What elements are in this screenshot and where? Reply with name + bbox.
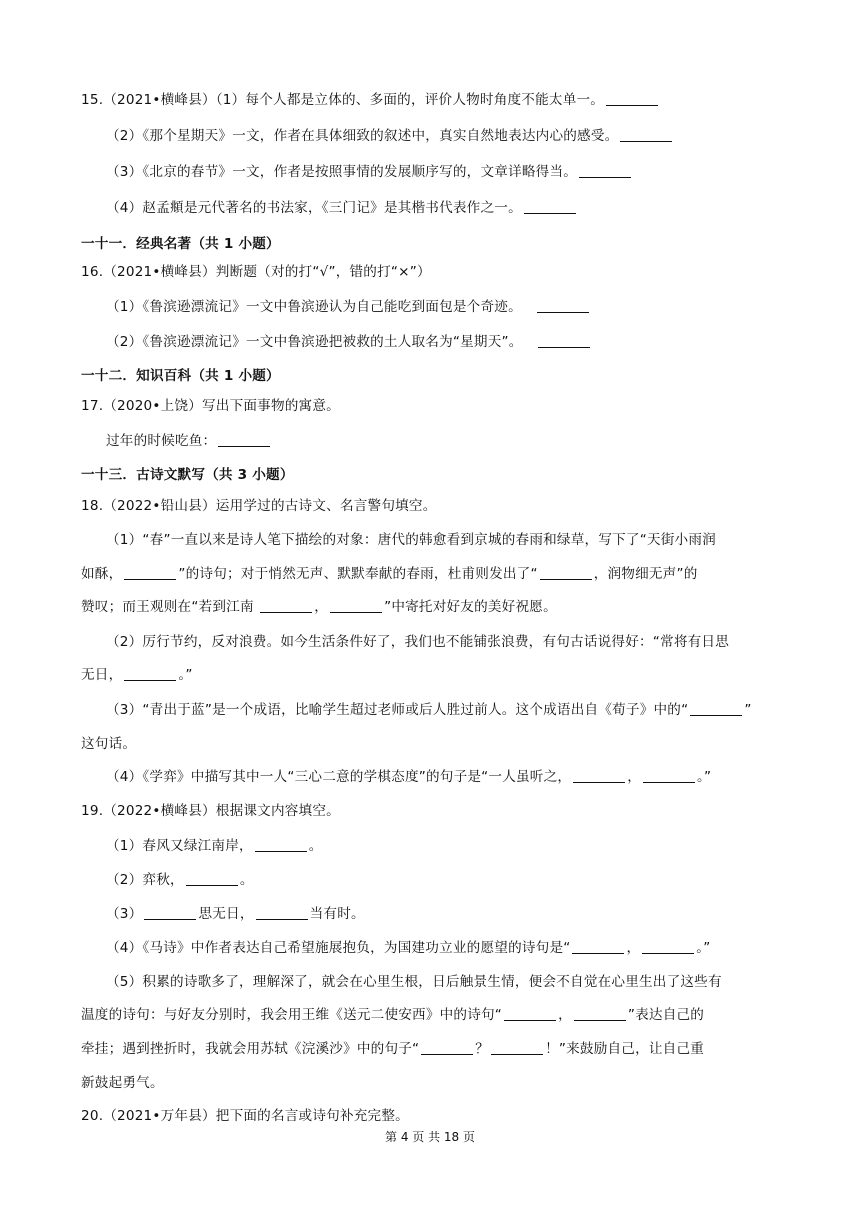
page-number: 第 4 页 共 18 页	[385, 1130, 475, 1144]
q20-stem: 20.（2021•万年县）把下面的名言或诗句补充完整。	[81, 1108, 409, 1124]
q19-item-5-line1: （5）积累的诗歌多了，理解深了，就会在心里生根，日后触景生情，便会不自觉在心里生出了这些有	[106, 974, 722, 990]
answer-blank[interactable]	[606, 91, 658, 106]
answer-blank[interactable]	[218, 432, 270, 447]
answer-blank[interactable]	[643, 768, 695, 783]
answer-blank[interactable]	[330, 598, 382, 613]
answer-blank[interactable]	[504, 1006, 556, 1021]
q15-item-3: （3）《北京的春节》一文，作者是按照事情的发展顺序写的，文章详略得当。	[106, 162, 633, 182]
answer-blank[interactable]	[579, 163, 631, 178]
answer-blank[interactable]	[642, 939, 694, 954]
q16-item-1: （1）《鲁滨逊漂流记》一文中鲁滨逊认为自己能吃到面包是个奇迹。	[106, 297, 591, 317]
section-title-classics: 一十一．经典名著（共 1 小题）	[81, 236, 280, 252]
q18-stem: 18.（2022•铅山县）运用学过的古诗文、名言警句填空。	[81, 498, 437, 514]
q18-p2-line1: （2）厉行节约，反对浪费。如今生活条件好了，我们也不能铺张浪费，有句古话说得好：“常将有日思	[106, 634, 730, 650]
answer-blank[interactable]	[690, 701, 742, 716]
q16-item-2: （2）《鲁滨逊漂流记》一文中鲁滨逊把被救的土人取名为“星期天”。	[106, 332, 592, 352]
answer-blank[interactable]	[573, 768, 625, 783]
answer-blank[interactable]	[537, 298, 589, 313]
q18-p1-line3: 赞叹；而王观则在“若到江南 ， ”中寄托对好友的美好祝愿。	[81, 599, 557, 615]
q19-item-5-line2: 温度的诗句：与好友分别时，我会用王维《送元二使安西》中的诗句“ ， ”表达自己的	[81, 1007, 705, 1023]
answer-blank[interactable]	[620, 127, 672, 142]
answer-blank[interactable]	[491, 1040, 543, 1055]
q15-item-4: （4）赵孟頫是元代著名的书法家，《三门记》是其楷书代表作之一。	[106, 198, 578, 218]
answer-blank[interactable]	[540, 565, 592, 580]
answer-blank[interactable]	[124, 565, 176, 580]
q16-stem: 16.（2021•横峰县）判断题（对的打“√”，错的打“×”）	[81, 264, 431, 280]
q18-p3-line1: （3）“青出于蓝”是一个成语，比喻学生超过老师或后人胜过前人。这个成语出自《荀子》中的“ ”	[106, 702, 752, 718]
q17-item-1: 过年的时候吃鱼：	[106, 431, 272, 451]
answer-blank[interactable]	[186, 871, 238, 886]
q15-item-2: （2）《那个星期天》一文，作者在具体细致的叙述中，真实自然地表达内心的感受。	[106, 126, 674, 146]
q18-p1-line2: 如酥， ”的诗句；对于悄然无声、默默奉献的春雨，杜甫则发出了“ ，润物细无声”的	[81, 566, 698, 582]
answer-blank[interactable]	[260, 598, 312, 613]
q18-p2-line2: 无日， 。”	[81, 667, 193, 683]
answer-blank[interactable]	[124, 666, 176, 681]
answer-blank[interactable]	[256, 905, 308, 920]
section-title-knowledge: 一十二．知识百科（共 1 小题）	[81, 368, 280, 384]
answer-blank[interactable]	[144, 905, 196, 920]
q15-stem: 15.（2021•横峰县）（1）每个人都是立体的、多面的，评价人物时角度不能太单一。	[81, 90, 660, 110]
q19-stem: 19.（2022•横峰县）根据课文内容填空。	[81, 803, 340, 819]
q19-item-5-line4: 新鼓起勇气。	[81, 1075, 164, 1091]
q17-stem: 17.（2020•上饶）写出下面事物的寓意。	[81, 398, 340, 414]
q18-p4: （4）《学弈》中描写其中一人“三心二意的学棋态度”的句子是“一人虽听之， ， 。”	[106, 769, 712, 785]
q19-item-2: （2）弈秋， 。	[106, 872, 254, 888]
answer-blank[interactable]	[421, 1040, 473, 1055]
q19-item-4: （4）《马诗》中作者表达自己希望施展抱负，为国建功立业的愿望的诗句是“ ， 。”	[106, 940, 711, 956]
q18-p3-line2: 这句话。	[81, 736, 137, 752]
answer-blank[interactable]	[524, 199, 576, 214]
answer-blank[interactable]	[572, 939, 624, 954]
q18-p1-line1: （1）“春”一直以来是诗人笔下描绘的对象：唐代的韩愈看到京城的春雨和绿草，写下了“天街小雨润	[106, 532, 716, 548]
q19-item-5-line3: 牵挂；遇到挫折时，我就会用苏轼《浣溪沙》中的句子“ ？ ！”来鼓励自己，让自己重	[81, 1041, 705, 1057]
q19-item-1: （1）春风又绿江南岸， 。	[106, 838, 323, 854]
answer-blank[interactable]	[574, 1006, 626, 1021]
answer-blank[interactable]	[255, 837, 307, 852]
section-title-poetry: 一十三．古诗文默写（共 3 小题）	[81, 467, 294, 483]
answer-blank[interactable]	[538, 333, 590, 348]
q19-item-3: （3） 思无日， 当有时。	[106, 906, 365, 922]
